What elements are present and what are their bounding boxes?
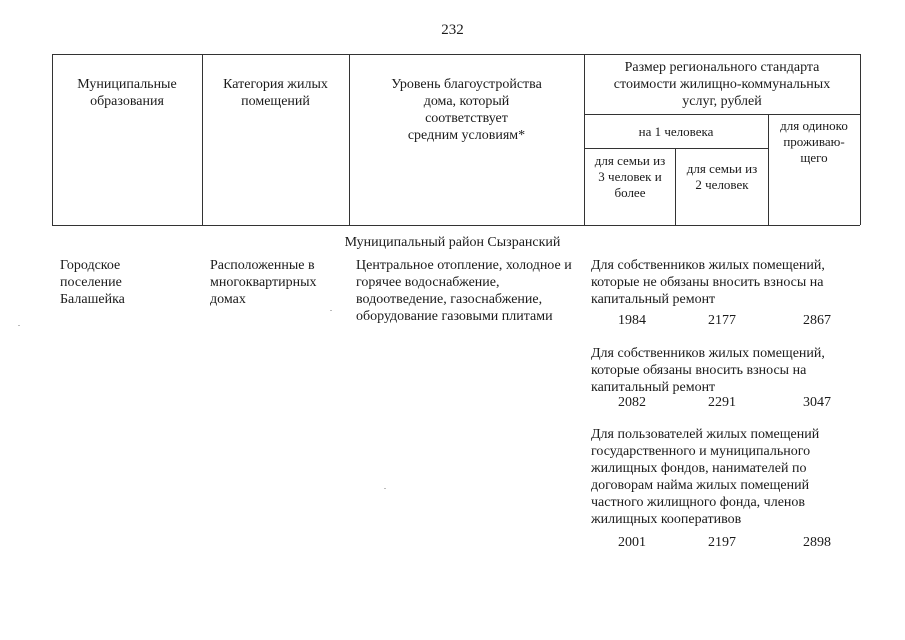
table-header xyxy=(52,54,860,225)
group-2-value-single: 3047 xyxy=(803,395,831,410)
header-family3: для семьи из 3 человек и более xyxy=(594,153,666,200)
group-1-label: Для собственников жилых помещений, которые не обязаны вносить взносы на капитальный ремонт xyxy=(591,258,825,307)
scan-speck xyxy=(330,310,332,311)
group-2-value-family2: 2291 xyxy=(708,395,736,410)
group-1-value-family2: 2177 xyxy=(708,313,736,328)
header-right-border xyxy=(860,54,861,225)
group-2-value-family3: 2082 xyxy=(618,395,646,410)
header-level xyxy=(355,76,578,144)
header-family2: для семьи из 2 человек xyxy=(686,161,758,192)
scan-speck xyxy=(18,325,20,326)
header-subsub-border xyxy=(584,148,768,149)
header-divider-2 xyxy=(349,54,350,225)
district-title: Муниципальный район Сызранский xyxy=(344,235,561,250)
group-3-value-family3: 2001 xyxy=(618,535,646,550)
header-municipal: Муниципальные образования xyxy=(77,77,177,109)
header-bottom-border xyxy=(52,225,860,226)
scan-speck xyxy=(384,488,386,489)
header-single: для одиноко проживаю-щего xyxy=(780,118,848,165)
group-1-value-single: 2867 xyxy=(803,313,831,328)
header-divider-3 xyxy=(584,54,585,225)
header-divider-1 xyxy=(202,54,203,225)
municipality-name: Городское поселение Балашейка xyxy=(60,258,125,307)
group-2-label: Для собственников жилых помещений, которые обязаны вносить взносы на капитальный ремонт xyxy=(591,346,825,395)
header-standard: Размер регионального стандарта стоимости жилищно-коммунальных услуг, рублей xyxy=(613,60,831,109)
header-level-line-a: Уровень благоустройства дома, который xyxy=(391,77,542,109)
header-divider-4 xyxy=(675,148,676,225)
header-level-line-b: соответствует средним условиям* xyxy=(407,111,526,143)
header-sub-border xyxy=(584,114,860,115)
housing-category: Расположенные в многоквартирных домах xyxy=(210,258,317,307)
group-3-value-single: 2898 xyxy=(803,535,831,550)
page-number: 232 xyxy=(441,22,464,38)
group-3-value-family2: 2197 xyxy=(708,535,736,550)
header-per-person: на 1 человека xyxy=(638,124,714,139)
improvement-level: Центральное отопление, холодное и горячее водоснабжение, водоотведение, газоснабжение, оборудование газовыми плитами xyxy=(356,258,572,324)
header-top-border xyxy=(52,54,860,55)
header-divider-5 xyxy=(768,114,769,225)
header-category: Категория жилых помещений xyxy=(223,77,328,109)
group-3-label: Для пользователей жилых помещений государственного и муниципального жилищных фондов, нанимателей по договорам найма жилых помещений частного жилищного фонда, членов жилищных кооперативов xyxy=(591,427,820,527)
group-1-value-family3: 1984 xyxy=(618,313,646,328)
header-left-border xyxy=(52,54,53,225)
